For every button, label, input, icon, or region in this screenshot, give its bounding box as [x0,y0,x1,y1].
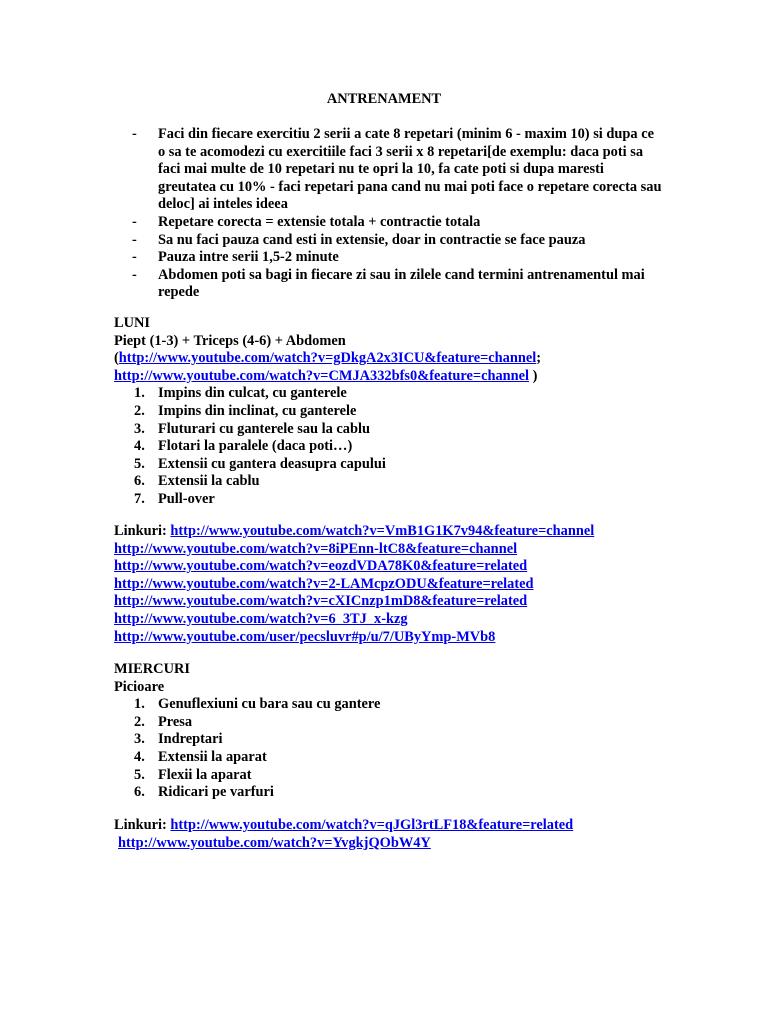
bullet-item [132,214,662,232]
exercise-item [114,473,714,491]
links-label: Linkuri: [114,817,171,833]
exercise-item [114,784,714,802]
exercise-number: 6. [134,473,145,490]
miercuri-link-line [114,835,714,853]
miercuri-heading: MIERCURI [114,661,190,677]
luni-video-link-2[interactable]: http://www.youtube.com/watch?v=CMJA332bfs0&feature=channel [114,367,530,384]
exercise-text: Genuflexiuni cu bara sau cu gantere [158,696,381,713]
exercise-item [114,731,714,749]
exercise-number: 2. [134,713,145,730]
exercise-number: 4. [134,438,145,455]
luni-link-4[interactable]: http://www.youtube.com/watch?v=2-LAMcpzODU&feature=related [114,575,534,592]
exercise-number: 3. [134,420,145,437]
luni-exercise-list [114,385,714,508]
miercuri-link-line [114,817,714,835]
exercise-number: 2. [134,402,145,419]
exercise-item [114,767,714,785]
exercise-item [114,438,714,456]
luni-link-5[interactable]: http://www.youtube.com/watch?v=cXICnzp1mD8&feature=related [114,593,528,610]
exercise-text: Impins din inclinat, cu ganterele [158,402,357,419]
exercise-item [114,714,714,732]
luni-link-line [114,629,714,647]
document-title: ANTRENAMENT [326,91,442,107]
exercise-number: 1. [134,696,145,713]
exercise-text: Ridicari pe varfuri [158,784,274,801]
luni-subtitle: Piept (1-3) + Triceps (4-6) + Abdomen [114,332,346,349]
luni-links-section [114,523,714,646]
bullet-text: Repetare corecta = extensie totala + contractie totala [158,213,481,230]
exercise-number: 4. [134,748,145,765]
bullet-text: Faci din fiecare exercitiu 2 serii a cate 8 repetari (minim 6 - maxim 10) si dupa ce o sa te acomodezi cu exercitiile faci 3 serii x 8 repetari[de exemplu: daca poti sa faci mai multe de 10 repetari nu te opri la 10, fa cate poti si dupa maresti greutatea cu 10% - faci repetari pana cand nu mai poti face o repetare corecta sau deloc] ai inteles ideea [158,126,662,213]
miercuri-exercise-list [114,696,714,802]
exercise-item [114,421,714,439]
luni-link-1[interactable]: http://www.youtube.com/watch?v=VmB1G1K7v94&feature=channel [170,523,595,539]
exercise-text: Fluturari cu ganterele sau la cablu [158,420,370,437]
luni-video-links-cont [114,368,714,386]
exercise-number: 5. [134,766,145,783]
exercise-text: Flexii la aparat [158,766,252,783]
exercise-item [114,491,714,509]
exercise-item [114,403,714,421]
intro-bullet-list [132,126,662,302]
luni-link-7[interactable]: http://www.youtube.com/user/pecsluvr#p/u/7/UByYmp-MVb8 [114,628,496,645]
exercise-number: 1. [134,385,145,402]
bullet-item [132,232,662,250]
luni-link-line [114,611,714,629]
bullet-item [132,267,662,302]
exercise-number: 3. [134,731,145,748]
bullet-text: Pauza intre serii 1,5-2 minute [158,249,339,266]
exercise-number: 7. [134,490,145,507]
exercise-text: Impins din culcat, cu ganterele [158,385,347,402]
exercise-item [114,696,714,714]
exercise-text: Pull-over [158,490,215,507]
bullet-dash: - [132,249,137,266]
miercuri-section [114,661,714,802]
luni-section [114,315,714,509]
bullet-dash: - [132,213,137,230]
exercise-item [114,749,714,767]
exercise-text: Extensii la cablu [158,473,260,490]
bullet-text: Sa nu faci pauza cand esti in extensie, doar in contractie se face pauza [158,231,586,248]
luni-video-links [114,350,714,368]
paren-open: ( [114,350,119,367]
links-label: Linkuri: [114,523,171,539]
luni-link-line [114,523,714,541]
luni-heading: LUNI [114,315,150,331]
exercise-item [114,456,714,474]
luni-link-line [114,558,714,576]
miercuri-subtitle: Picioare [114,678,165,695]
luni-link-3[interactable]: http://www.youtube.com/watch?v=eozdVDA78K0&feature=related [114,558,528,575]
exercise-item [114,385,714,403]
miercuri-link-2[interactable]: http://www.youtube.com/watch?v=YvgkjQObW4Y [118,834,431,851]
bullet-item [132,126,662,214]
luni-video-link-1[interactable]: http://www.youtube.com/watch?v=gDkgA2x3ICU&feature=channel [118,350,537,367]
bullet-dash: - [132,266,137,283]
luni-link-line [114,593,714,611]
exercise-text: Flotari la paralele (daca poti…) [158,438,353,455]
luni-link-line [114,541,714,559]
miercuri-link-1[interactable]: http://www.youtube.com/watch?v=qJGl3rtLF18&feature=related [170,817,574,833]
miercuri-links-section [114,817,714,852]
exercise-text: Extensii la aparat [158,748,267,765]
luni-link-2[interactable]: http://www.youtube.com/watch?v=8iPEnn-ltC8&feature=channel [114,540,518,557]
exercise-text: Presa [158,713,193,730]
separator: ; [536,350,542,367]
exercise-text: Indreptari [158,731,223,748]
luni-link-6[interactable]: http://www.youtube.com/watch?v=6_3TJ_x-kzg [114,610,408,627]
bullet-dash: - [132,231,137,248]
bullet-dash: - [132,126,137,142]
exercise-number: 6. [134,784,145,801]
exercise-number: 5. [134,455,145,472]
luni-link-line [114,576,714,594]
paren-close: ) [529,367,538,384]
bullet-item [132,249,662,267]
exercise-text: Extensii cu gantera deasupra capului [158,455,386,472]
bullet-text: Abdomen poti sa bagi in fiecare zi sau in zilele cand termini antrenamentul mai repede [158,266,645,301]
